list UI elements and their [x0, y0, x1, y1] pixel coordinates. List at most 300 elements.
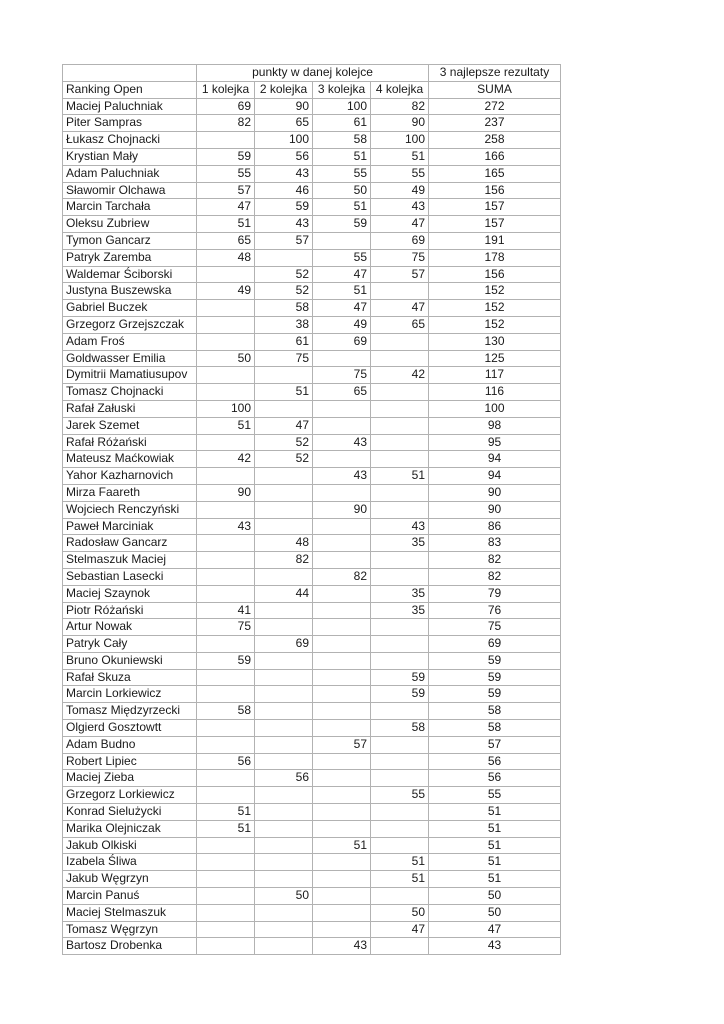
round-score-cell: 50 [255, 888, 313, 905]
round-score-cell [197, 316, 255, 333]
round-4-header: 4 kolejka [371, 81, 429, 98]
table-row [63, 669, 561, 686]
player-name-cell: Krystian Mały [63, 148, 197, 165]
table-row [63, 938, 561, 955]
player-name-cell: Jakub Węgrzyn [63, 871, 197, 888]
round-score-cell: 35 [371, 602, 429, 619]
suma-cell: 90 [429, 484, 561, 501]
suma-cell: 47 [429, 921, 561, 938]
round-score-cell: 51 [197, 417, 255, 434]
round-score-cell: 43 [313, 468, 371, 485]
round-score-cell [313, 703, 371, 720]
round-score-cell [255, 938, 313, 955]
round-score-cell: 47 [371, 921, 429, 938]
round-score-cell: 51 [371, 871, 429, 888]
round-score-cell: 90 [197, 484, 255, 501]
player-name-cell: Tomasz Chojnacki [63, 384, 197, 401]
player-name-cell: Marcin Panuś [63, 888, 197, 905]
round-score-cell: 51 [313, 199, 371, 216]
table-row [63, 904, 561, 921]
table-row [63, 619, 561, 636]
round-score-cell [371, 938, 429, 955]
round-score-cell: 47 [313, 266, 371, 283]
round-score-cell [313, 804, 371, 821]
round-score-cell [255, 686, 313, 703]
round-score-cell: 43 [371, 518, 429, 535]
round-score-cell [255, 602, 313, 619]
round-score-cell: 46 [255, 182, 313, 199]
round-score-cell: 57 [197, 182, 255, 199]
round-score-cell [313, 636, 371, 653]
best-results-group-header: 3 najlepsze rezultaty [429, 65, 561, 82]
table-row [63, 568, 561, 585]
suma-header: SUMA [429, 81, 561, 98]
round-score-cell: 43 [371, 199, 429, 216]
round-score-cell [197, 535, 255, 552]
player-name-cell: Paweł Marciniak [63, 518, 197, 535]
table-row [63, 165, 561, 182]
round-score-cell: 90 [371, 115, 429, 132]
suma-cell: 56 [429, 770, 561, 787]
round-score-cell [313, 854, 371, 871]
round-score-cell [197, 686, 255, 703]
round-score-cell: 47 [313, 300, 371, 317]
round-score-cell: 49 [197, 283, 255, 300]
round-score-cell: 82 [255, 552, 313, 569]
suma-cell: 82 [429, 568, 561, 585]
round-score-cell [313, 921, 371, 938]
round-score-cell [197, 720, 255, 737]
round-score-cell [255, 367, 313, 384]
round-score-cell: 55 [197, 165, 255, 182]
round-score-cell: 35 [371, 535, 429, 552]
suma-cell: 76 [429, 602, 561, 619]
table-row [63, 787, 561, 804]
suma-cell: 51 [429, 837, 561, 854]
round-score-cell [313, 451, 371, 468]
round-score-cell [313, 535, 371, 552]
round-score-cell [371, 736, 429, 753]
table-row [63, 720, 561, 737]
player-name-cell: Wojciech Renczyński [63, 501, 197, 518]
player-name-cell: Stelmaszuk Maciej [63, 552, 197, 569]
round-score-cell [255, 400, 313, 417]
suma-cell: 237 [429, 115, 561, 132]
round-score-cell [371, 636, 429, 653]
round-score-cell: 57 [313, 736, 371, 753]
round-score-cell [313, 400, 371, 417]
round-score-cell: 51 [197, 216, 255, 233]
round-score-cell [197, 904, 255, 921]
round-score-cell [197, 854, 255, 871]
round-score-cell [313, 350, 371, 367]
round-score-cell [371, 652, 429, 669]
suma-cell: 95 [429, 434, 561, 451]
round-score-cell: 55 [371, 165, 429, 182]
round-score-cell [255, 518, 313, 535]
round-score-cell: 100 [197, 400, 255, 417]
player-name-cell: Robert Lipiec [63, 753, 197, 770]
round-score-cell [255, 736, 313, 753]
round-score-cell: 90 [313, 501, 371, 518]
round-score-cell: 100 [313, 98, 371, 115]
round-score-cell: 51 [313, 148, 371, 165]
player-name-cell: Adam Paluchniak [63, 165, 197, 182]
round-score-cell: 58 [313, 132, 371, 149]
suma-cell: 152 [429, 316, 561, 333]
round-score-cell: 61 [313, 115, 371, 132]
round-score-cell: 42 [197, 451, 255, 468]
suma-cell: 79 [429, 585, 561, 602]
round-score-cell: 52 [255, 266, 313, 283]
suma-cell: 152 [429, 300, 561, 317]
table-row [63, 367, 561, 384]
round-score-cell: 61 [255, 333, 313, 350]
player-name-cell: Piotr Różański [63, 602, 197, 619]
table-row [63, 417, 561, 434]
round-score-cell: 59 [371, 686, 429, 703]
round-score-cell: 52 [255, 283, 313, 300]
player-name-cell: Sławomir Olchawa [63, 182, 197, 199]
round-score-cell: 48 [255, 535, 313, 552]
round-score-cell: 57 [371, 266, 429, 283]
round-score-cell: 69 [371, 232, 429, 249]
ranking-table [62, 64, 561, 955]
table-row [63, 98, 561, 115]
table-row [63, 148, 561, 165]
player-name-cell: Grzegorz Grzejszczak [63, 316, 197, 333]
player-name-cell: Patryk Cały [63, 636, 197, 653]
table-row [63, 602, 561, 619]
round-score-cell: 75 [255, 350, 313, 367]
round-score-cell: 75 [371, 249, 429, 266]
suma-cell: 157 [429, 199, 561, 216]
round-score-cell: 47 [197, 199, 255, 216]
round-score-cell [255, 484, 313, 501]
player-name-cell: Artur Nowak [63, 619, 197, 636]
round-score-cell: 65 [197, 232, 255, 249]
round-score-cell [313, 888, 371, 905]
round-score-cell: 43 [313, 938, 371, 955]
player-name-cell: Sebastian Lasecki [63, 568, 197, 585]
ranking-open-header: Ranking Open [63, 81, 197, 98]
round-score-cell [197, 333, 255, 350]
round-score-cell: 50 [313, 182, 371, 199]
round-score-cell [197, 266, 255, 283]
table-row [63, 753, 561, 770]
suma-cell: 58 [429, 720, 561, 737]
round-score-cell [313, 552, 371, 569]
suma-cell: 152 [429, 283, 561, 300]
round-score-cell [371, 770, 429, 787]
suma-cell: 100 [429, 400, 561, 417]
suma-cell: 130 [429, 333, 561, 350]
round-score-cell: 43 [255, 165, 313, 182]
round-score-cell [371, 703, 429, 720]
table-row [63, 400, 561, 417]
round-score-cell: 56 [255, 148, 313, 165]
player-name-cell: Gabriel Buczek [63, 300, 197, 317]
round-score-cell [197, 888, 255, 905]
round-score-cell [371, 400, 429, 417]
round-score-cell [313, 518, 371, 535]
round-score-cell [197, 787, 255, 804]
player-name-cell: Łukasz Chojnacki [63, 132, 197, 149]
round-score-cell: 51 [371, 854, 429, 871]
table-row [63, 585, 561, 602]
suma-cell: 58 [429, 703, 561, 720]
player-name-cell: Maciej Szaynok [63, 585, 197, 602]
round-score-cell [197, 921, 255, 938]
round-score-cell [255, 501, 313, 518]
round-score-cell: 52 [255, 434, 313, 451]
player-name-cell: Adam Budno [63, 736, 197, 753]
round-score-cell: 51 [197, 820, 255, 837]
table-row [63, 350, 561, 367]
table-row [63, 333, 561, 350]
table-row [63, 871, 561, 888]
round-score-cell [197, 501, 255, 518]
round-score-cell: 69 [197, 98, 255, 115]
round-score-cell: 49 [371, 182, 429, 199]
round-score-cell: 57 [255, 232, 313, 249]
round-score-cell [371, 333, 429, 350]
round-score-cell [255, 921, 313, 938]
round-score-cell [313, 232, 371, 249]
player-name-cell: Tomasz Międzyrzecki [63, 703, 197, 720]
round-score-cell: 100 [371, 132, 429, 149]
round-score-cell [197, 468, 255, 485]
player-name-cell: Mateusz Maćkowiak [63, 451, 197, 468]
table-row [63, 468, 561, 485]
round-score-cell [313, 484, 371, 501]
table-row [63, 300, 561, 317]
round-1-header: 1 kolejka [197, 81, 255, 98]
table-row [63, 820, 561, 837]
player-name-cell: Bartosz Drobenka [63, 938, 197, 955]
suma-cell: 156 [429, 182, 561, 199]
round-score-cell: 82 [371, 98, 429, 115]
suma-cell: 51 [429, 820, 561, 837]
table-row [63, 888, 561, 905]
round-score-cell [371, 451, 429, 468]
round-2-header: 2 kolejka [255, 81, 313, 98]
suma-cell: 98 [429, 417, 561, 434]
table-header [63, 65, 561, 99]
player-name-cell: Piter Sampras [63, 115, 197, 132]
round-score-cell: 55 [313, 249, 371, 266]
round-score-cell [255, 652, 313, 669]
round-score-cell: 59 [371, 669, 429, 686]
points-group-header: punkty w danej kolejce [197, 65, 429, 82]
round-score-cell: 58 [197, 703, 255, 720]
round-score-cell [197, 132, 255, 149]
round-score-cell [313, 787, 371, 804]
round-score-cell [371, 753, 429, 770]
round-score-cell [197, 367, 255, 384]
round-score-cell [313, 686, 371, 703]
round-score-cell [197, 871, 255, 888]
round-score-cell: 35 [371, 585, 429, 602]
round-score-cell: 59 [255, 199, 313, 216]
table-row [63, 484, 561, 501]
round-score-cell: 65 [313, 384, 371, 401]
suma-cell: 50 [429, 888, 561, 905]
player-name-cell: Rafał Załuski [63, 400, 197, 417]
round-score-cell [313, 820, 371, 837]
round-score-cell: 59 [197, 652, 255, 669]
table-row [63, 921, 561, 938]
round-score-cell [255, 787, 313, 804]
player-name-cell: Marika Olejniczak [63, 820, 197, 837]
suma-cell: 191 [429, 232, 561, 249]
player-name-cell: Goldwasser Emilia [63, 350, 197, 367]
player-name-cell: Konrad Sielużycki [63, 804, 197, 821]
round-score-cell [197, 770, 255, 787]
player-name-cell: Oleksu Zubriew [63, 216, 197, 233]
suma-cell: 125 [429, 350, 561, 367]
suma-cell: 272 [429, 98, 561, 115]
suma-cell: 50 [429, 904, 561, 921]
round-score-cell [197, 636, 255, 653]
round-score-cell: 69 [255, 636, 313, 653]
round-score-cell: 50 [197, 350, 255, 367]
round-score-cell [371, 888, 429, 905]
round-score-cell: 41 [197, 602, 255, 619]
round-score-cell [255, 720, 313, 737]
player-name-cell: Mirza Faareth [63, 484, 197, 501]
round-score-cell: 82 [197, 115, 255, 132]
round-score-cell [197, 736, 255, 753]
round-score-cell: 58 [255, 300, 313, 317]
round-score-cell: 55 [313, 165, 371, 182]
round-score-cell: 56 [255, 770, 313, 787]
round-score-cell: 75 [197, 619, 255, 636]
round-score-cell [197, 552, 255, 569]
round-score-cell: 38 [255, 316, 313, 333]
round-score-cell [197, 669, 255, 686]
spreadsheet-print-area [62, 64, 561, 955]
table-row [63, 686, 561, 703]
player-name-cell: Radosław Gancarz [63, 535, 197, 552]
table-row [63, 703, 561, 720]
round-score-cell [371, 804, 429, 821]
round-score-cell [313, 770, 371, 787]
suma-cell: 59 [429, 686, 561, 703]
suma-cell: 75 [429, 619, 561, 636]
round-score-cell: 42 [371, 367, 429, 384]
round-score-cell [197, 300, 255, 317]
player-name-cell: Jakub Olkiski [63, 837, 197, 854]
round-score-cell [255, 753, 313, 770]
round-score-cell: 51 [371, 468, 429, 485]
round-score-cell [255, 468, 313, 485]
suma-cell: 57 [429, 736, 561, 753]
round-score-cell [313, 753, 371, 770]
round-score-cell: 44 [255, 585, 313, 602]
round-score-cell [371, 837, 429, 854]
round-score-cell [371, 417, 429, 434]
round-score-cell [255, 703, 313, 720]
round-score-cell [371, 552, 429, 569]
round-score-cell: 52 [255, 451, 313, 468]
table-row [63, 636, 561, 653]
table-row [63, 518, 561, 535]
suma-cell: 157 [429, 216, 561, 233]
round-score-cell: 58 [371, 720, 429, 737]
table-row [63, 182, 561, 199]
round-score-cell [313, 652, 371, 669]
table-row [63, 283, 561, 300]
round-score-cell: 43 [255, 216, 313, 233]
round-score-cell: 49 [313, 316, 371, 333]
table-row [63, 316, 561, 333]
round-score-cell [371, 619, 429, 636]
player-name-cell: Yahor Kazharnovich [63, 468, 197, 485]
table-row [63, 552, 561, 569]
round-score-cell: 47 [371, 216, 429, 233]
suma-cell: 116 [429, 384, 561, 401]
round-score-cell [255, 619, 313, 636]
round-score-cell [371, 350, 429, 367]
round-score-cell [197, 585, 255, 602]
suma-cell: 94 [429, 451, 561, 468]
round-score-cell: 51 [313, 837, 371, 854]
round-score-cell [313, 669, 371, 686]
player-name-cell: Waldemar Ściborski [63, 266, 197, 283]
table-row [63, 232, 561, 249]
round-score-cell: 82 [313, 568, 371, 585]
round-score-cell [313, 602, 371, 619]
table-row [63, 249, 561, 266]
round-score-cell [255, 871, 313, 888]
round-score-cell: 59 [197, 148, 255, 165]
round-score-cell [255, 820, 313, 837]
player-name-cell: Maciej Stelmaszuk [63, 904, 197, 921]
round-score-cell: 55 [371, 787, 429, 804]
round-score-cell [371, 434, 429, 451]
round-score-cell [255, 669, 313, 686]
player-name-cell: Maciej Paluchniak [63, 98, 197, 115]
header-group-row [63, 65, 561, 82]
suma-cell: 165 [429, 165, 561, 182]
player-name-cell: Tomasz Węgrzyn [63, 921, 197, 938]
round-3-header: 3 kolejka [313, 81, 371, 98]
round-score-cell: 90 [255, 98, 313, 115]
suma-cell: 117 [429, 367, 561, 384]
round-score-cell: 43 [197, 518, 255, 535]
suma-cell: 86 [429, 518, 561, 535]
round-score-cell: 51 [197, 804, 255, 821]
round-score-cell: 75 [313, 367, 371, 384]
round-score-cell [371, 820, 429, 837]
suma-cell: 51 [429, 854, 561, 871]
round-score-cell: 51 [371, 148, 429, 165]
table-row [63, 199, 561, 216]
player-name-cell: Marcin Tarchała [63, 199, 197, 216]
round-score-cell: 43 [313, 434, 371, 451]
suma-cell: 178 [429, 249, 561, 266]
table-row [63, 837, 561, 854]
table-row [63, 266, 561, 283]
player-name-cell: Olgierd Gosztowtt [63, 720, 197, 737]
suma-cell: 83 [429, 535, 561, 552]
round-score-cell [255, 804, 313, 821]
table-row [63, 652, 561, 669]
round-score-cell [255, 568, 313, 585]
round-score-cell [371, 501, 429, 518]
suma-cell: 51 [429, 871, 561, 888]
